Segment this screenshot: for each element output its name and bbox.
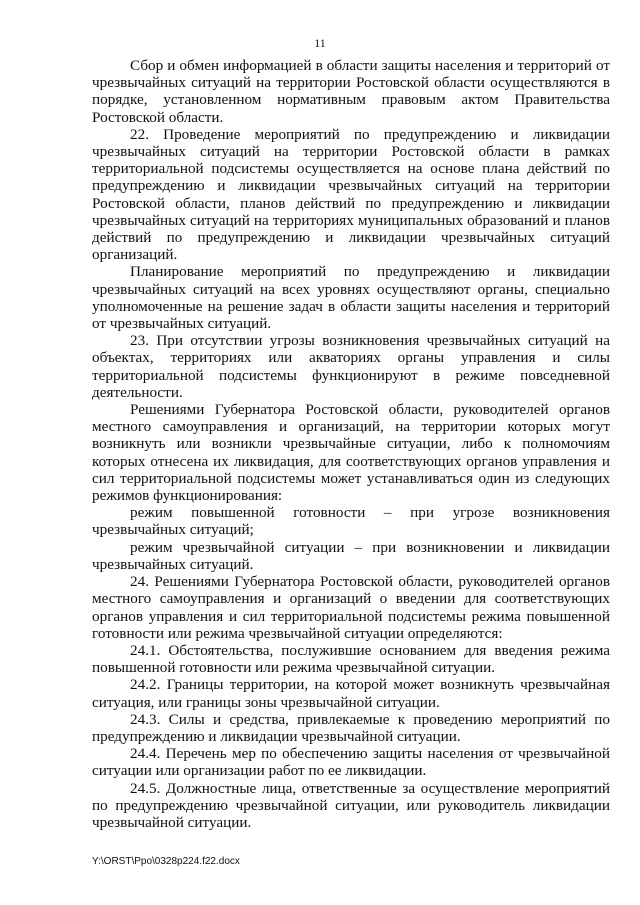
paragraph: 22. Проведение мероприятий по предупреждению и ликвидации чрезвычайных ситуаций на территории Ростовской области в рамках территориальной подсистемы осуществляется на основе плана действий по предупреждению и ликвидации чрезвычайных ситуаций на территории Ростовской области, планов действий по предупреждению и ликвидации чрезвычайных ситуаций на территориях муниципальных образований и планов действий по предупреждению и ликвидации чрезвычайных ситуаций организаций. (92, 125, 610, 264)
paragraph: 24. Решениями Губернатора Ростовской области, руководителей органов местного самоуправления и организаций о введении для соответствующих органов управления и сил территориальной подсистемы режима повышенной готовности или режима чрезвычайной ситуации определяются: (92, 573, 610, 642)
paragraph: режим чрезвычайной ситуации – при возникновении и ликвидации чрезвычайных ситуаций. (92, 538, 610, 573)
paragraph: 24.3. Силы и средства, привлекаемые к проведению мероприятий по предупреждению и ликвидации чрезвычайной ситуации. (92, 710, 610, 745)
paragraph: режим повышенной готовности – при угрозе возникновения чрезвычайных ситуаций; (92, 504, 610, 539)
paragraph: Планирование мероприятий по предупреждению и ликвидации чрезвычайных ситуаций на всех уровнях осуществляют органы, специально уполномоченные на решение задач в области защиты населения и территорий от чрезвычайных ситуаций. (92, 263, 610, 333)
paragraph: 24.4. Перечень мер по обеспечению защиты населения от чрезвычайной ситуации или организации работ по ее ликвидации. (92, 745, 610, 780)
paragraph: Решениями Губернатора Ростовской области, руководителей органов местного самоуправления и организаций, на территории которых могут возникнуть или возникли чрезвычайные ситуации, либо к полномочиям которых отнесена их ликвидация, для соответствующих органов управления и сил территориальной подсистемы может устанавливаться один из следующих режимов функционирования: (92, 401, 610, 505)
paragraph: 24.5. Должностные лица, ответственные за осуществление мероприятий по предупреждению чрезвычайной ситуации, или руководитель ликвидации чрезвычайной ситуации. (92, 779, 610, 831)
paragraph: 24.2. Границы территории, на которой может возникнуть чрезвычайная ситуация, или границы зоны чрезвычайной ситуации. (92, 676, 610, 711)
paragraph: Сбор и обмен информацией в области защиты населения и территорий от чрезвычайных ситуаций на территории Ростовской области осуществляются в порядке, установленном нормативным правовым актом Правительства Ростовской области. (92, 57, 610, 126)
paragraph: 24.1. Обстоятельства, послужившие основанием для введения режима повышенной готовности или режима чрезвычайной ситуации. (92, 641, 610, 677)
paragraph: 23. При отсутствии угрозы возникновения чрезвычайных ситуаций на объектах, территориях или акваториях органы управления и силы территориальной подсистемы функционируют в режиме повседневной деятельности. (92, 332, 610, 401)
document-body (92, 57, 610, 831)
page-number: 11 (314, 36, 326, 50)
file-path-footer: Y:\ORST\Ppo\0328p224.f22.docx (92, 856, 240, 867)
